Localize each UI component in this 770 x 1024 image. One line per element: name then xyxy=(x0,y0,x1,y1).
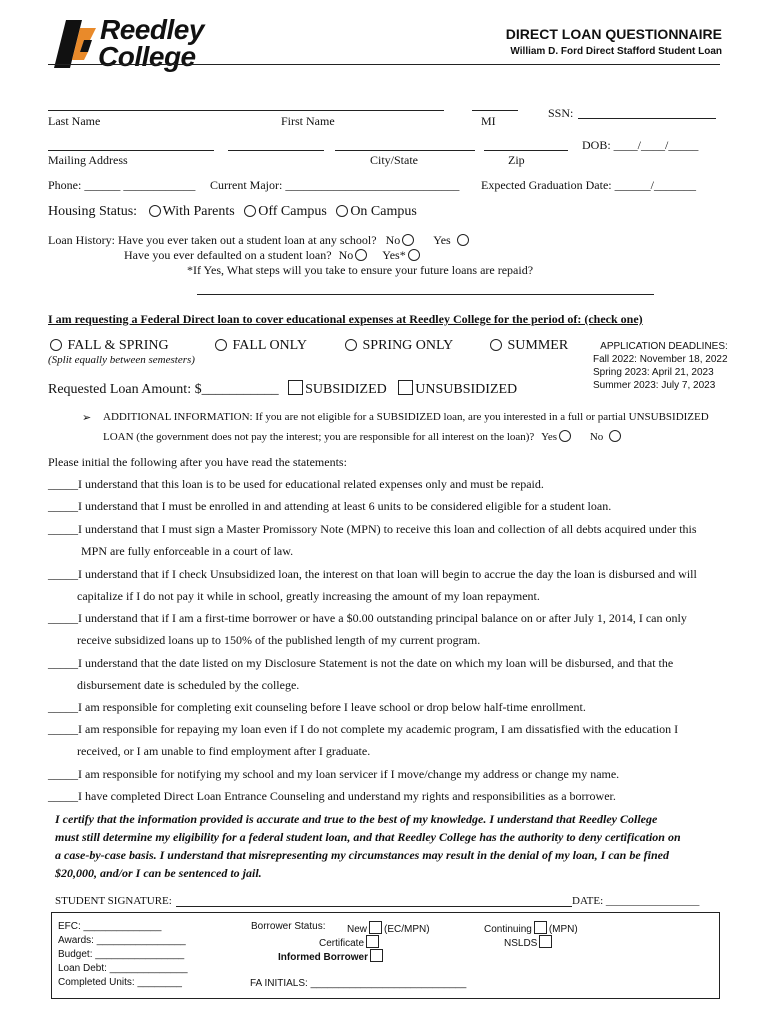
housing-on-campus-radio[interactable] xyxy=(336,205,348,217)
additional-bullet: ➢ xyxy=(82,412,92,424)
continuing-checkbox[interactable] xyxy=(534,921,547,934)
statement-2[interactable]: _____I understand that I must be enrolled in and attending at least 6 units to be considered eligible for a student loan. xyxy=(48,499,612,513)
deadline-spring: Spring 2023: April 21, 2023 xyxy=(593,367,714,378)
statement-9[interactable]: _____I am responsible for notifying my school and my loan servicer if I move/change my address or change my name. xyxy=(48,767,620,781)
certification-line4: $20,000, and/or I can be sentenced to jail. xyxy=(55,866,262,880)
nslds-checkbox[interactable] xyxy=(539,935,552,948)
mi-field-line[interactable] xyxy=(472,110,518,111)
loan-history-q1-yes-label: Yes xyxy=(433,233,451,247)
loan-history-q2-text: Have you ever defaulted on a student loan? xyxy=(124,248,332,262)
period-fall-spring-radio[interactable] xyxy=(50,339,62,351)
header-divider xyxy=(48,64,720,65)
subsidized-checkbox[interactable] xyxy=(288,380,303,395)
efc-field[interactable]: EFC: ______________ xyxy=(58,921,162,932)
last-name-label: Last Name xyxy=(48,114,101,128)
unsubsidized-label: UNSUBSIDIZED xyxy=(415,382,518,397)
nslds xyxy=(504,935,554,949)
period-spring-only-label: SPRING ONLY xyxy=(362,338,454,353)
period-fall-only-radio[interactable] xyxy=(215,339,227,351)
logo-text-college: College xyxy=(98,41,196,72)
period-spring-only-radio[interactable] xyxy=(345,339,357,351)
statement-3-cont: MPN are fully enforceable in a court of law. xyxy=(81,544,294,558)
continuing-mpn-label: (MPN) xyxy=(548,924,578,935)
loan-period-heading: I am requesting a Federal Direct loan to cover educational expenses at Reedley College for the period of: (check one) xyxy=(48,312,643,326)
certification-line3: a case-by-case basis. I understand that misrepresenting my circumstances may result in the denial of my loan, I can be fined xyxy=(55,848,670,862)
dob-field[interactable]: DOB: ____/____/_____ xyxy=(582,138,699,152)
phone-field[interactable]: Phone: ______ ____________ xyxy=(48,178,196,192)
deadlines-title: APPLICATION DEADLINES: xyxy=(600,341,728,352)
unsubsidized-checkbox[interactable] xyxy=(398,380,413,395)
housing-off-campus-radio[interactable] xyxy=(244,205,256,217)
loan-history-q1-no-label: No xyxy=(385,233,401,247)
borrower-status-label: Borrower Status: xyxy=(251,921,326,932)
name-field-line[interactable] xyxy=(48,110,444,111)
housing-on-campus-label: On Campus xyxy=(350,204,417,219)
expected-graduation-field[interactable]: Expected Graduation Date: ______/_______ xyxy=(481,178,696,192)
application-deadlines xyxy=(593,340,735,392)
subsidized-label: SUBSIDIZED xyxy=(305,382,387,397)
statement-4[interactable]: _____I understand that if I check Unsubsidized loan, the interest on that loan will begin to accrue the day the loan is disbursed and will xyxy=(48,567,697,581)
borrower-certificate xyxy=(319,935,381,949)
requested-amount-field[interactable]: Requested Loan Amount: $___________ xyxy=(48,382,279,397)
awards-field[interactable]: Awards: ________________ xyxy=(58,935,186,946)
additional-yes-label: Yes xyxy=(541,431,558,443)
city-state-field-line[interactable] xyxy=(335,150,475,151)
ssn-field-line[interactable] xyxy=(578,118,716,119)
requested-amount xyxy=(48,380,517,398)
period-summer-radio[interactable] xyxy=(490,339,502,351)
informed-borrower-checkbox[interactable] xyxy=(370,949,383,962)
completed-units-field[interactable]: Completed Units: ________ xyxy=(58,977,182,988)
signature-label: STUDENT SIGNATURE: xyxy=(55,895,172,907)
housing-status-label: Housing Status: xyxy=(48,204,138,219)
statement-6-cont: disbursement date is scheduled by the college. xyxy=(77,678,300,692)
statement-3[interactable]: _____I understand that I must sign a Master Promissory Note (MPN) to receive this loan and collection of all debts acquired under this xyxy=(48,522,697,536)
first-name-label: First Name xyxy=(281,114,335,128)
loan-history-q1 xyxy=(48,233,471,248)
loan-history-q1-yes-radio[interactable] xyxy=(457,234,469,246)
period-summer xyxy=(488,338,568,354)
loan-history-q2-yes-label: Yes* xyxy=(382,248,406,262)
housing-off-campus-label: Off Campus xyxy=(258,204,327,219)
budget-field[interactable]: Budget: ________________ xyxy=(58,949,185,960)
borrower-certificate-label: Certificate xyxy=(319,938,365,949)
loan-history-q2 xyxy=(124,248,422,263)
statements-intro: Please initial the following after you have read the statements: xyxy=(48,455,347,469)
page-subtitle: William D. Ford Direct Stafford Student Loan xyxy=(510,46,722,57)
office-use-box xyxy=(51,912,720,999)
fa-initials-field[interactable]: FA INITIALS: ____________________________ xyxy=(250,978,467,989)
borrower-new-checkbox[interactable] xyxy=(369,921,382,934)
loan-history-q2-yes-radio[interactable] xyxy=(408,249,420,261)
statement-5-cont: receive subsidized loans up to 150% of the published length of my current program. xyxy=(77,633,481,647)
period-summer-label: SUMMER xyxy=(507,338,569,353)
page-title: DIRECT LOAN QUESTIONNAIRE xyxy=(505,26,722,42)
zip-field-line[interactable] xyxy=(484,150,568,151)
loan-history-q3: *If Yes, What steps will you take to ensure your future loans are repaid? xyxy=(187,263,534,277)
statement-8[interactable]: _____I am responsible for repaying my loan even if I do not complete my academic program, I am dissatisfied with the education I xyxy=(48,722,679,736)
housing-with-parents-radio[interactable] xyxy=(149,205,161,217)
mi-label: MI xyxy=(481,114,496,128)
repayment-steps-line[interactable] xyxy=(197,294,654,295)
informed-borrower xyxy=(278,949,385,963)
borrower-new-label: New xyxy=(347,924,368,935)
current-major-field[interactable]: Current Major: _____________________________ xyxy=(210,178,460,192)
informed-borrower-label: Informed Borrower xyxy=(278,952,369,963)
city-state-label: City/State xyxy=(370,153,418,167)
loan-history-q1-no-radio[interactable] xyxy=(402,234,414,246)
period-spring-only xyxy=(343,338,453,354)
additional-yes-radio[interactable] xyxy=(559,430,571,442)
additional-no-radio[interactable] xyxy=(609,430,621,442)
housing-status xyxy=(48,204,417,220)
nslds-label: NSLDS xyxy=(504,938,538,949)
ssn-label: SSN: xyxy=(548,106,574,120)
loan-debt-field[interactable]: Loan Debt: ______________ xyxy=(58,963,188,974)
address-field-line-2[interactable] xyxy=(228,150,324,151)
additional-info-line2 xyxy=(103,430,623,443)
mailing-address-label: Mailing Address xyxy=(48,153,128,167)
borrower-new xyxy=(347,921,430,935)
deadline-summer: Summer 2023: July 7, 2023 xyxy=(593,380,716,391)
logo-text-reedley: Reedley xyxy=(100,14,204,45)
borrower-ec-mpn-label: (EC/MPN) xyxy=(384,924,430,935)
continuing-label: Continuing xyxy=(484,924,532,935)
signature-line[interactable] xyxy=(176,906,572,907)
statement-5[interactable]: _____I understand that if I am a first-time borrower or have a $0.00 outstanding principal balance on or after July 1, 2014, I can only xyxy=(48,611,687,625)
loan-history-q1-text: Loan History: Have you ever taken out a student loan at any school? xyxy=(48,233,377,247)
split-note: (Split equally between semesters) xyxy=(48,354,195,366)
certification-line2: must still determine my eligibility for a federal student loan, and that Reedley College has the authority to deny certification on xyxy=(55,830,681,844)
statement-10[interactable]: _____I have completed Direct Loan Entrance Counseling and understand my rights and responsibilities as a borrower. xyxy=(48,789,616,803)
statement-8-cont: received, or I am unable to find employment after I graduate. xyxy=(77,744,371,758)
continuing xyxy=(484,921,578,935)
statement-1[interactable]: _____I understand that this loan is to be used for educational related expenses only and must be repaid. xyxy=(48,477,544,491)
statement-7[interactable]: _____I am responsible for completing exit counseling before I leave school or drop below half-time enrollment. xyxy=(48,700,586,714)
statement-4-cont: capitalize if I do not pay it while in school, greatly increasing the amount of my loan repayment. xyxy=(77,589,540,603)
housing-with-parents-label: With Parents xyxy=(162,204,235,219)
period-fall-spring-label: FALL & SPRING xyxy=(67,338,169,353)
borrower-certificate-checkbox[interactable] xyxy=(366,935,379,948)
certification-line1: I certify that the information provided is accurate and true to the best of my knowledge. I understand that Reedley College xyxy=(55,812,658,826)
additional-no-label: No xyxy=(589,431,604,443)
additional-info-line2-text: LOAN (the government does not pay the interest; you are responsible for all interest on the loan)? xyxy=(103,431,535,443)
zip-label: Zip xyxy=(508,153,525,167)
signature-date-field[interactable]: DATE: _________________ xyxy=(572,895,700,907)
address-field-line[interactable] xyxy=(48,150,214,151)
period-fall-spring xyxy=(48,338,169,354)
deadline-fall: Fall 2022: November 18, 2022 xyxy=(593,354,728,365)
loan-history-q2-no-radio[interactable] xyxy=(355,249,367,261)
period-fall-only-label: FALL ONLY xyxy=(232,338,307,353)
loan-history-q2-no-label: No xyxy=(338,248,354,262)
statement-6[interactable]: _____I understand that the date listed on my Disclosure Statement is not the date on which my loan will be disbursed, and that the xyxy=(48,656,674,670)
reedley-college-logo xyxy=(50,16,230,74)
additional-info-line1: ADDITIONAL INFORMATION: If you are not eligible for a SUBSIDIZED loan, are you interested in a full or partial UNSUBSIDIZED xyxy=(103,411,709,423)
period-fall-only xyxy=(213,338,307,354)
